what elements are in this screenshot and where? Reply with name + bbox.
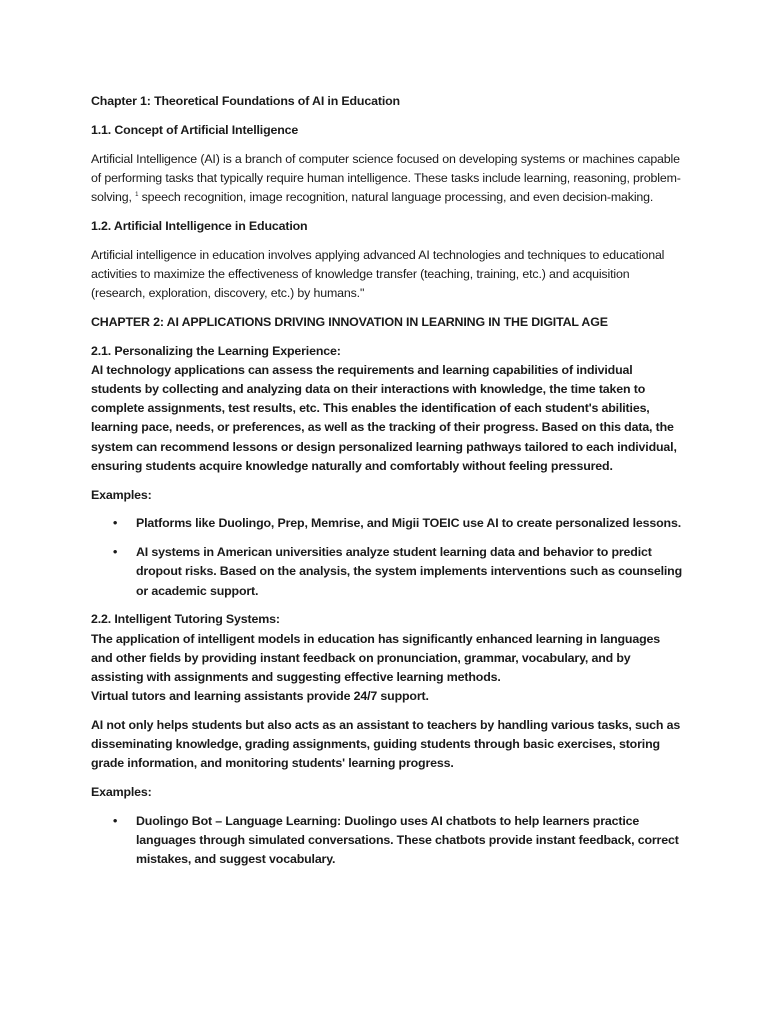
footnote-marker[interactable]: 1 — [135, 191, 139, 198]
list-item — [91, 812, 683, 870]
examples-label-2: Examples: — [91, 785, 152, 800]
section-1-1-title: 1.1. Concept of Artificial Intelligence — [91, 122, 299, 137]
section-1-1-text-a: Artificial Intelligence (AI) is a branch of computer science focused on developing systems or machines capable of performing tasks that typically require human intelligence. These tasks include learning, reasoning, problem-solving, — [91, 151, 681, 204]
list-item-text: AI systems in American universities analyze student learning data and behavior to predict dropout risks. Based on the analysis, the system implements interventions such as counseling or academic support. — [136, 545, 682, 598]
chapter-2-title: CHAPTER 2: AI APPLICATIONS DRIVING INNOVATION IN LEARNING IN THE DIGITAL AGE — [91, 314, 608, 329]
section-2-2-paragraph: The application of intelligent models in education has significantly enhanced learning in languages and other fields by providing instant feedback on pronunciation, grammar, vocabulary, and by assisting with assignments and suggesting effective learning methods. — [91, 631, 660, 685]
section-1-2-paragraph: Artificial intelligence in education involves applying advanced AI technologies and techniques to educational activities to maximize the effectiveness of knowledge transfer (teaching, training, etc.) and acquisition (research, exploration, discovery, etc.) by humans." — [91, 247, 665, 300]
list-item — [91, 543, 683, 601]
list-item-text: Platforms like Duolingo, Prep, Memrise, and Migii TOEIC use AI to create personalized lessons. — [136, 516, 681, 531]
ai-teacher-paragraph: AI not only helps students but also acts as an assistant to teachers by handling various tasks, such as disseminating knowledge, grading assignments, guiding students through basic exercises, storing grade information, and monitoring students' learning progress. — [91, 718, 681, 771]
section-2-2-title: 2.2. Intelligent Tutoring Systems: — [91, 612, 280, 627]
section-2-2-block — [91, 610, 683, 706]
section-1-1-text-b: speech recognition, image recognition, natural language processing, and even decision-making. — [138, 190, 654, 204]
section-1-1-paragraph — [91, 150, 683, 208]
examples-list-2 — [91, 812, 683, 870]
bullet-icon: • — [113, 814, 118, 829]
section-2-1-block — [91, 342, 683, 476]
examples-label-1: Examples: — [91, 487, 152, 502]
section-2-2-paragraph-2: Virtual tutors and learning assistants provide 24/7 support. — [91, 689, 429, 704]
list-item — [91, 514, 683, 533]
bullet-icon: • — [113, 516, 118, 531]
section-1-2-title: 1.2. Artificial Intelligence in Education — [91, 218, 308, 233]
document-body — [91, 92, 683, 879]
examples-list-1 — [91, 514, 683, 600]
list-item-text: Duolingo Bot – Language Learning: Duolingo uses AI chatbots to help learners practice languages through simulated conversations. These chatbots provide instant feedback, correct mistakes, and suggest vocabulary. — [136, 814, 679, 867]
chapter-1-title: Chapter 1: Theoretical Foundations of AI in Education — [91, 94, 400, 108]
section-2-1-paragraph: AI technology applications can assess the requirements and learning capabilities of individual students by collecting and analyzing data on their interactions with knowledge, the time taken to complete assignments, test results, etc. This enables the identification of each student's abilities, learning pace, needs, or preferences, as well as the tracking of their progress. Based on this data, the system can recommend lessons or design personalized learning pathways tailored to each individual, ensuring students acquire knowledge naturally and comfortably without feeling pressured. — [91, 362, 677, 473]
section-2-1-title: 2.1. Personalizing the Learning Experience: — [91, 343, 341, 358]
bullet-icon: • — [113, 545, 118, 560]
